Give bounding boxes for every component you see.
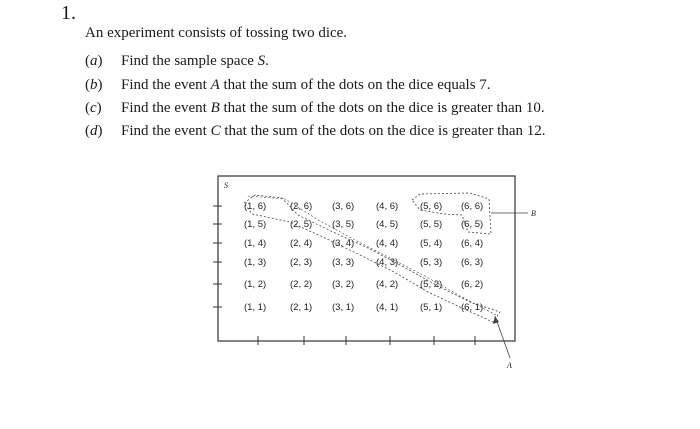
part-symbol: S xyxy=(257,53,266,69)
outcome-cell: (6, 1) xyxy=(461,302,484,313)
outcome-cell: (2, 4) xyxy=(290,238,313,249)
outcome-cell: (4, 6) xyxy=(376,201,399,212)
part-symbol: C xyxy=(210,123,221,139)
outcome-cell: (5, 5) xyxy=(420,219,443,230)
outcome-cell: (1, 1) xyxy=(244,302,267,313)
part-label: (c) xyxy=(85,100,102,116)
part-text: Find the sample space xyxy=(121,53,258,69)
arrowhead-icon xyxy=(493,316,499,324)
outcome-cell: (5, 3) xyxy=(420,257,443,268)
outcome-cell: (5, 1) xyxy=(420,302,443,313)
outcome-cell: (1, 2) xyxy=(244,279,267,290)
outcome-cell: (6, 5) xyxy=(461,219,484,230)
event-a-label: A xyxy=(507,361,512,370)
outcome-cell: (3, 1) xyxy=(332,302,355,313)
event-a-diagonal-2 xyxy=(248,196,496,315)
outcome-cell: (5, 4) xyxy=(420,238,443,249)
outcome-cell: (6, 2) xyxy=(461,279,484,290)
outcome-cell: (5, 2) xyxy=(420,279,443,290)
outcome-cell: (2, 5) xyxy=(290,219,313,230)
outcome-cell: (6, 3) xyxy=(461,257,484,268)
outcome-cell: (2, 3) xyxy=(290,257,313,268)
outcome-cell: (3, 6) xyxy=(332,201,355,212)
outcome-cell: (1, 3) xyxy=(244,257,267,268)
part-label: (d) xyxy=(85,123,103,139)
outcome-cell: (4, 5) xyxy=(376,219,399,230)
part-label: (b) xyxy=(85,77,103,93)
outcome-cell: (1, 4) xyxy=(244,238,267,249)
part-symbol: B xyxy=(210,100,220,116)
part-text: Find the event xyxy=(121,77,211,93)
outcome-cell: (3, 5) xyxy=(332,219,355,230)
part-text: Find the event xyxy=(121,123,211,139)
part-a: (a) Find the sample space S. xyxy=(85,53,269,69)
outcome-cell: (4, 4) xyxy=(376,238,399,249)
problem-number: 1. xyxy=(61,2,76,24)
sample-space-label: S xyxy=(224,181,228,190)
outcome-cell: (3, 4) xyxy=(332,238,355,249)
outcome-cell: (2, 2) xyxy=(290,279,313,290)
outcome-cell: (4, 2) xyxy=(376,279,399,290)
outcome-cell: (2, 1) xyxy=(290,302,313,313)
part-b: (b) Find the event A that the sum of the dots on the dice equals 7. xyxy=(85,77,491,93)
outcome-cell: (4, 1) xyxy=(376,302,399,313)
outcome-cell: (1, 6) xyxy=(244,201,267,212)
part-c: (c) Find the event B that the sum of the dots on the dice is greater than 10. xyxy=(85,100,545,116)
part-d: (d) Find the event C that the sum of the dots on the dice is greater than 12. xyxy=(85,123,546,139)
outcome-cell: (4, 3) xyxy=(376,257,399,268)
outcome-cell: (5, 6) xyxy=(420,201,443,212)
outcome-cell: (6, 4) xyxy=(461,238,484,249)
part-symbol: A xyxy=(210,77,220,93)
problem-intro: An experiment consists of tossing two dice. xyxy=(85,25,348,41)
event-b-label: B xyxy=(531,209,536,218)
outcome-cell: (2, 6) xyxy=(290,201,313,212)
part-label: (a) xyxy=(85,53,103,69)
part-text: Find the event xyxy=(121,100,211,116)
outcome-cell: (3, 2) xyxy=(332,279,355,290)
outcome-cell: (1, 5) xyxy=(244,219,267,230)
outcome-cell: (6, 6) xyxy=(461,201,484,212)
outcome-cell: (3, 3) xyxy=(332,257,355,268)
